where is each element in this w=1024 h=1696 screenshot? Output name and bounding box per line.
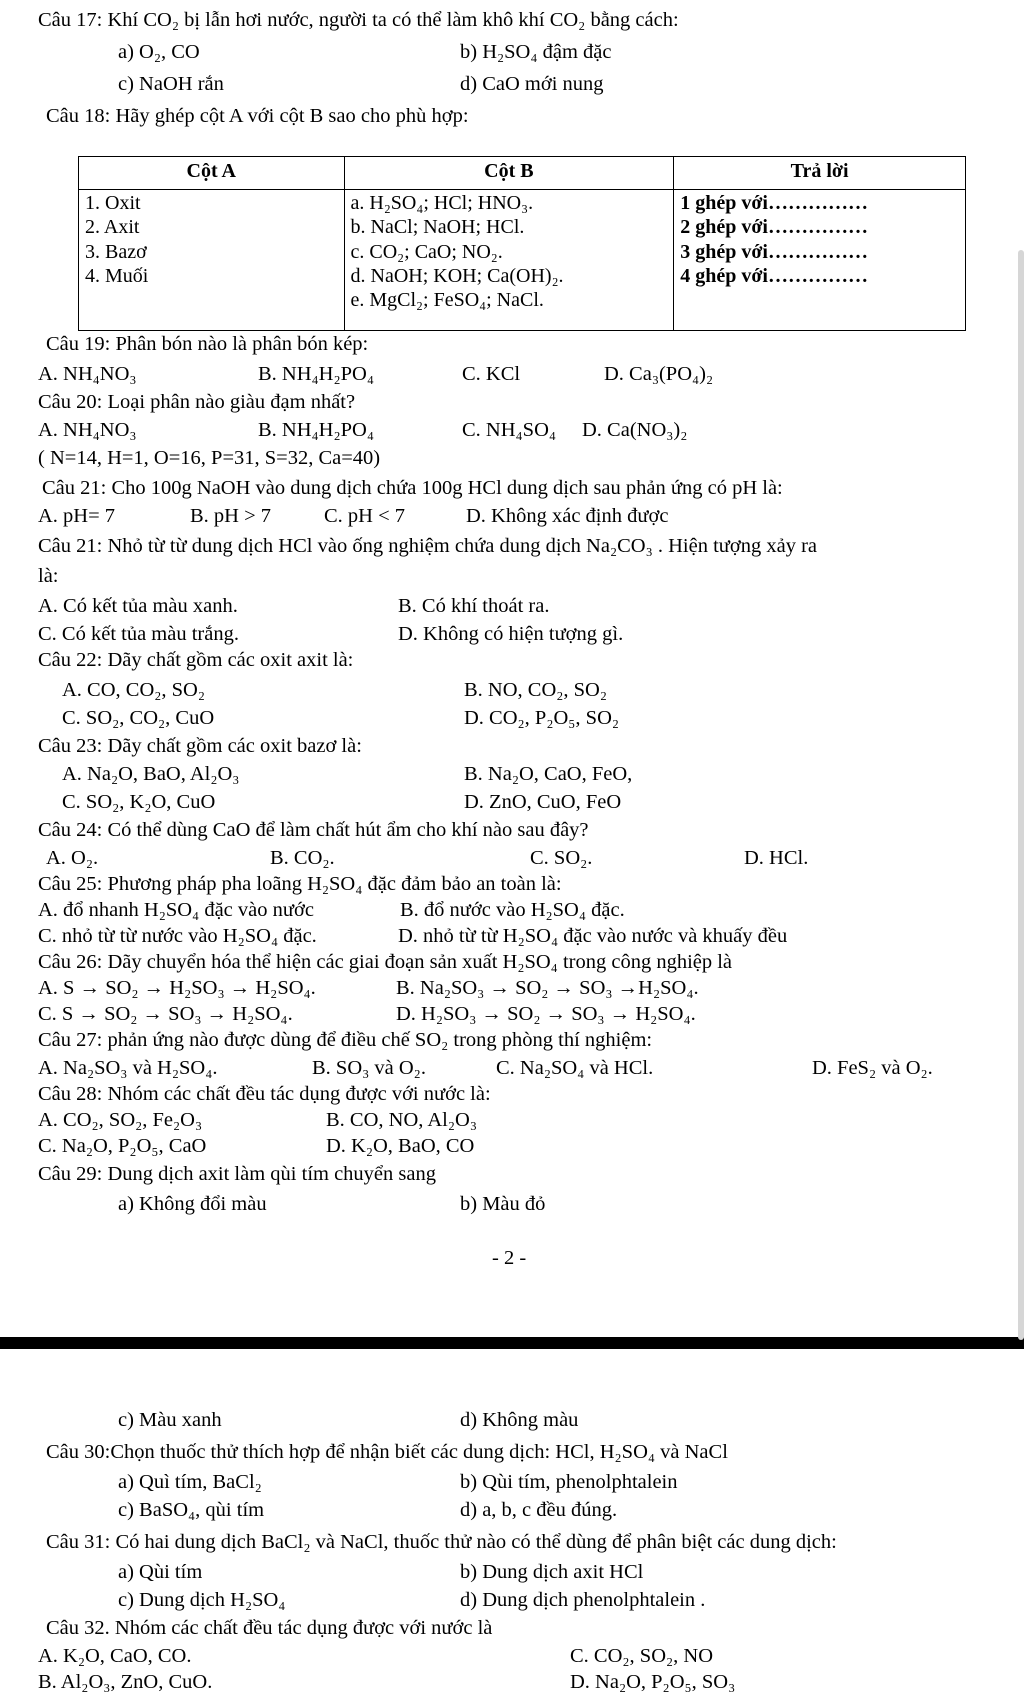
lines-mid-line: C. Na₂SO₄ và HCl. <box>496 1057 654 1079</box>
lines-mid-line: C. Có kết tủa màu trắng. <box>38 623 239 645</box>
lines-mid-line: Câu 29: Dung dịch axit làm qùi tím chuyển sang <box>38 1163 436 1185</box>
lines-mid-line: là: <box>38 565 59 587</box>
lines-bottom-line: Câu 31: Có hai dung dịch BaCl₂ và NaCl, thuốc thử nào có thể dùng để phân biệt các dung dịch: <box>46 1531 837 1553</box>
scrollbar[interactable] <box>1018 250 1024 1340</box>
lines-mid-line: B. Na₂O, CaO, FeO, <box>464 763 633 785</box>
lines-top-line: a) O₂, CO <box>118 41 200 63</box>
lines-bottom-line: b) Qùi tím, phenolphtalein <box>460 1471 678 1493</box>
lines-mid-line: C. SO₂, CO₂, CuO <box>62 707 215 729</box>
lines-mid-line: a) Không đổi màu <box>118 1193 267 1215</box>
answer-item: 4 ghép với…………… <box>680 264 868 287</box>
lines-mid-line: B. pH > 7 <box>190 505 272 527</box>
col-b-item: d. NaOH; KOH; Ca(OH)₂. <box>350 264 564 287</box>
lines-mid-line: C. NH₄SO₄ <box>462 419 557 441</box>
col-a-cell <box>79 189 345 330</box>
answer-item: 3 ghép với…………… <box>680 240 868 263</box>
lines-bottom-line: Câu 32. Nhóm các chất đều tác dụng được với nước là <box>46 1617 493 1639</box>
lines-mid-line: D. Không có hiện tượng gì. <box>398 623 624 645</box>
lines-mid-line: Câu 22: Dãy chất gồm các oxit axit là: <box>38 649 354 671</box>
lines-mid-line: D. HCl. <box>744 847 809 869</box>
lines-mid-line: C. KCl <box>462 363 521 385</box>
lines-mid-line: C. pH < 7 <box>324 505 406 527</box>
col-a-item: 3. Bazơ <box>85 240 147 263</box>
lines-mid-line: A. NH₄NO₃ <box>38 363 137 385</box>
col-a-item: 4. Muối <box>85 264 149 287</box>
lines-mid-line: Câu 23: Dãy chất gồm các oxit bazơ là: <box>38 735 362 757</box>
col-b-item: b. NaCl; NaOH; HCl. <box>350 216 525 239</box>
lines-mid-line: B. NH₄H₂PO₄ <box>258 363 374 385</box>
lines-bottom-line: D. Na₂O, P₂O₅, SO₃ <box>570 1671 736 1693</box>
answer-item: 2 ghép với…………… <box>680 216 868 239</box>
lines-mid-line: A. S → SO₂ → H₂SO₃ → H₂SO₄. <box>38 977 316 999</box>
col-b-item: a. H₂SO₄; HCl; HNO₃. <box>350 191 534 214</box>
lines-mid-line: A. CO₂, SO₂, Fe₂O₃ <box>38 1109 203 1131</box>
lines-mid-line: Câu 21: Nhỏ từ từ dung dịch HCl vào ống nghiệm chứa dung dịch Na₂CO₃ . Hiện tượng xảy ra <box>38 535 817 557</box>
lines-mid-line: D. CO₂, P₂O₅, SO₂ <box>464 707 620 729</box>
lines-bottom-line: a) Qùi tím <box>118 1561 203 1583</box>
lines-mid-line: A. CO, CO₂, SO₂ <box>62 679 206 701</box>
answer-item: 1 ghép với…………… <box>680 191 868 214</box>
lines-mid-line: Câu 24: Có thể dùng CaO để làm chất hút ẩm cho khí nào sau đây? <box>38 819 589 841</box>
lines-mid-line: D. FeS₂ và O₂. <box>812 1057 933 1079</box>
lines-bottom-line: C. CO₂, SO₂, NO <box>570 1645 714 1667</box>
lines-mid-line: A. Có kết tủa màu xanh. <box>38 595 238 617</box>
lines-bottom-line: d) Không màu <box>460 1409 579 1431</box>
lines-mid-line: B. Na₂SO₃ → SO₂ → SO₃ →H₂SO₄. <box>396 977 699 999</box>
lines-bottom-line: d) a, b, c đều đúng. <box>460 1499 618 1521</box>
lines-top-line: Câu 17: Khí CO₂ bị lẫn hơi nước, người ta có thể làm khô khí CO₂ bằng cách: <box>38 9 679 31</box>
lines-mid-line: C. SO₂. <box>530 847 593 869</box>
lines-mid-line: Câu 19: Phân bón nào là phân bón kép: <box>46 333 369 355</box>
lines-mid-line: A. pH= 7 <box>38 505 116 527</box>
header-col-b: Cột B <box>344 157 674 190</box>
lines-top-line: b) H₂SO₄ đậm đặc <box>460 41 612 63</box>
lines-mid-line: A. đổ nhanh H₂SO₄ đặc vào nước <box>38 899 314 921</box>
lines-mid-line: Câu 27: phản ứng nào được dùng để điều chế SO₂ trong phòng thí nghiệm: <box>38 1029 653 1051</box>
lines-mid-line: C. Na₂O, P₂O₅, CaO <box>38 1135 207 1157</box>
lines-mid-line: D. Không xác định được <box>466 505 669 527</box>
header-answer: Trả lời <box>674 157 966 190</box>
lines-mid-line: A. O₂. <box>46 847 99 869</box>
lines-top-line: d) CaO mới nung <box>460 73 604 95</box>
lines-mid-line: D. ZnO, CuO, FeO <box>464 791 622 813</box>
matching-table <box>78 156 966 331</box>
lines-bottom-line: B. Al₂O₃, ZnO, CuO. <box>38 1671 213 1693</box>
lines-mid-line: C. SO₂, K₂O, CuO <box>62 791 216 813</box>
col-b-item: e. MgCl₂; FeSO₄; NaCl. <box>350 289 544 312</box>
lines-mid-line: D. nhỏ từ từ H₂SO₄ đặc vào nước và khuấy đều <box>398 925 788 947</box>
lines-mid-line: C. S → SO₂ → SO₃ → H₂SO₄. <box>38 1003 293 1025</box>
col-b-cell <box>344 189 674 330</box>
header-col-a: Cột A <box>79 157 345 190</box>
col-b-item: c. CO₂; CaO; NO₂. <box>350 240 503 263</box>
lines-mid-line: - 2 - <box>492 1247 527 1269</box>
lines-mid-line: D. Ca(NO₃)₂ <box>582 419 688 441</box>
lines-mid-line: ( N=14, H=1, O=16, P=31, S=32, Ca=40) <box>38 447 381 469</box>
lines-mid-line: B. CO, NO, Al₂O₃ <box>326 1109 477 1131</box>
lines-mid-line: A. NH₄NO₃ <box>38 419 137 441</box>
answer-cell <box>674 189 966 330</box>
lines-mid-line: D. Ca₃(PO₄)₂ <box>604 363 714 385</box>
lines-mid-line: C. nhỏ từ từ nước vào H₂SO₄ đặc. <box>38 925 317 947</box>
lines-mid-line: B. NH₄H₂PO₄ <box>258 419 374 441</box>
col-a-item: 2. Axit <box>85 216 140 239</box>
lines-mid-line: Câu 20: Loại phân nào giàu đạm nhất? <box>38 391 356 413</box>
lines-bottom-line: Câu 30:Chọn thuốc thử thích hợp để nhận biết các dung dịch: HCl, H₂SO₄ và NaCl <box>46 1441 728 1463</box>
lines-mid-line: A. Na₂SO₃ và H₂SO₄. <box>38 1057 218 1079</box>
lines-bottom-line: c) Màu xanh <box>118 1409 222 1431</box>
lines-bottom-line: d) Dung dịch phenolphtalein . <box>460 1589 706 1611</box>
lines-mid-line: D. H₂SO₃ → SO₂ → SO₃ → H₂SO₄. <box>396 1003 696 1025</box>
lines-bottom-line: A. K₂O, CaO, CO. <box>38 1645 192 1667</box>
lines-bottom-line: a) Quì tím, BaCl₂ <box>118 1471 262 1493</box>
lines-mid-line: Câu 21: Cho 100g NaOH vào dung dịch chứa 100g HCl dung dịch sau phản ứng có pH là: <box>42 477 783 499</box>
lines-mid-line: B. SO₃ và O₂. <box>312 1057 426 1079</box>
lines-mid-line: B. đổ nước vào H₂SO₄ đặc. <box>400 899 625 921</box>
lines-mid-line: B. CO₂. <box>270 847 335 869</box>
lines-mid-line: B. Có khí thoát ra. <box>398 595 550 617</box>
lines-top-line: c) NaOH rắn <box>118 73 224 95</box>
lines-mid-line: B. NO, CO₂, SO₂ <box>464 679 608 701</box>
col-a-item: 1. Oxit <box>85 191 141 214</box>
lines-bottom-line: c) Dung dịch H₂SO₄ <box>118 1589 286 1611</box>
lines-top-line: Câu 18: Hãy ghép cột A với cột B sao cho phù hợp: <box>46 105 469 127</box>
lines-mid-line: Câu 26: Dãy chuyển hóa thể hiện các giai đoạn sản xuất H₂SO₄ trong công nghiệp là <box>38 951 733 973</box>
page-divider <box>0 1337 1024 1349</box>
lines-mid-line: Câu 28: Nhóm các chất đều tác dụng được với nước là: <box>38 1083 491 1105</box>
lines-mid-line: Câu 25: Phương pháp pha loãng H₂SO₄ đặc đảm bảo an toàn là: <box>38 873 562 895</box>
lines-mid-line: D. K₂O, BaO, CO <box>326 1135 475 1157</box>
lines-mid-line: b) Màu đỏ <box>460 1193 546 1215</box>
lines-mid-line: A. Na₂O, BaO, Al₂O₃ <box>62 763 240 785</box>
lines-bottom-line: c) BaSO₄, qùi tím <box>118 1499 265 1521</box>
lines-bottom-line: b) Dung dịch axit HCl <box>460 1561 644 1583</box>
